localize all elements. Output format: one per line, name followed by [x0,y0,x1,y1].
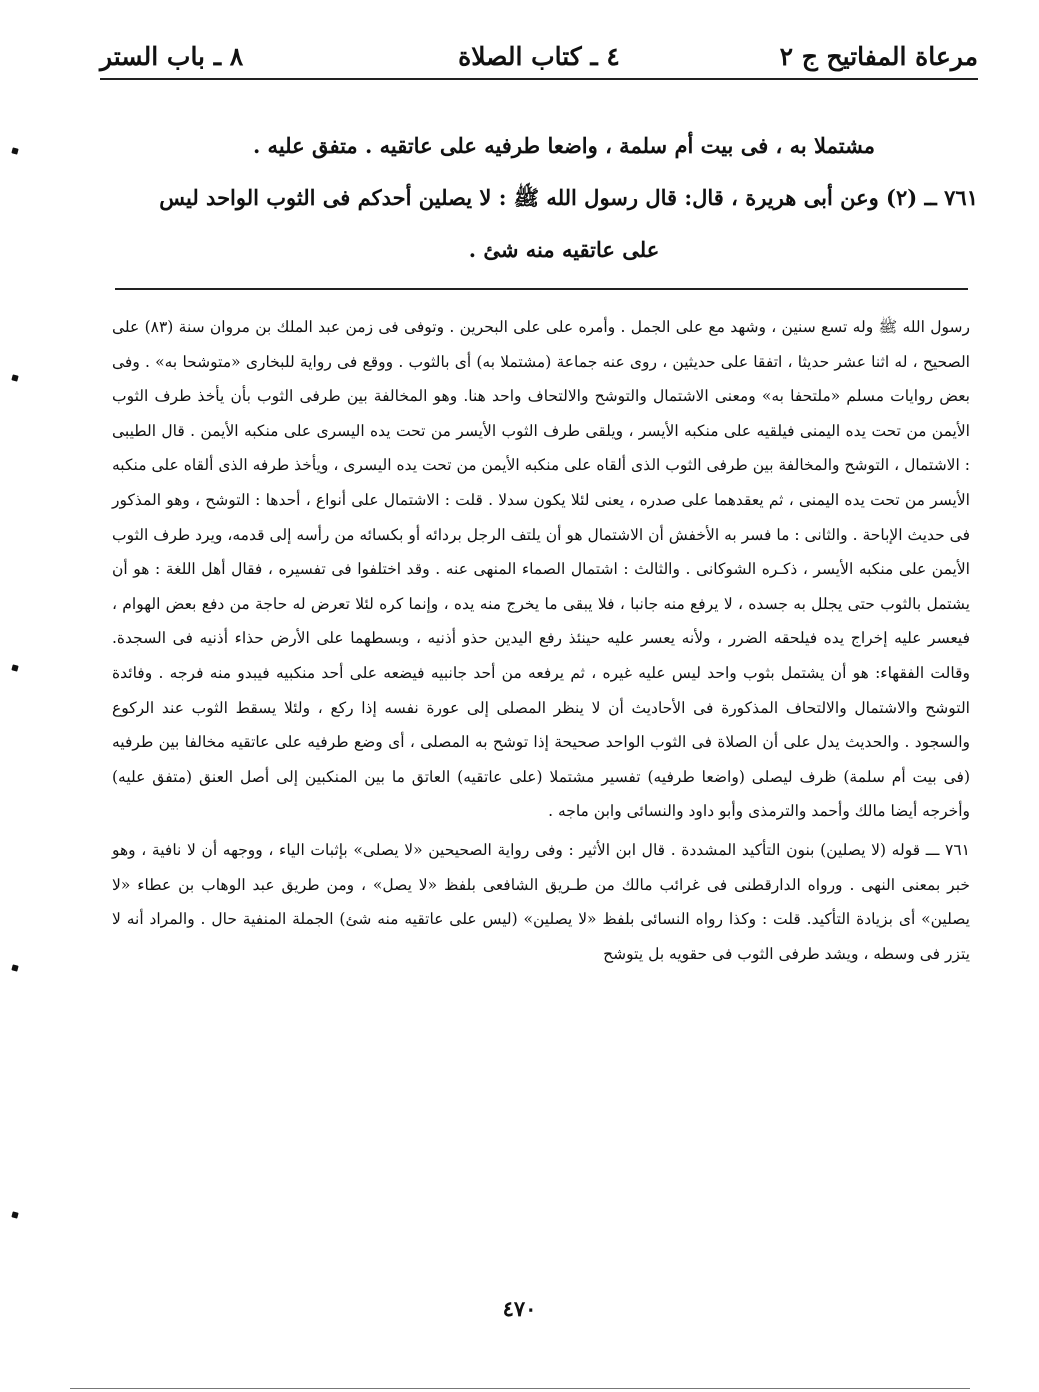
header-book-title: مرعاة المفاتيح ج ٢ [779,42,978,71]
commentary-text [112,310,970,971]
header-rule [100,78,978,80]
commentary-paragraph: رسول الله ﷺ وله تسع سنين ، وشهد مع على الجمل . وأمره على على البحرين . وتوفى فى زمن عبد الملك بن مروان سنة (٨٣) على الصحيح ، له اثنا عشر حديثا ، اتفقا على حديثين ، روى عنه جماعة (مشتملا به) أى بالثوب . ووقع فى رواية للبخارى «متوشحا به» . وفى بعض روايات مسلم «ملتحفا به» ومعنى الاشتمال والتوشح والالتحاف واحد هنا. وهو المخالفة بين طرفى الثوب بأن يأخذ طرف الثوب الأيمن من تحت يده اليمنى فيلقيه على منكبه الأيسر ، ويلقى طرف الثوب الأيسر من تحت يده اليسرى على منكبه الأيمن . قال الطيبى : الاشتمال ، التوشح والمخالفة بين طرفى الثوب الذى ألقاه على منكبه الأيمن من تحت يده اليسرى ، ويأخذ طرفه الذى ألقاه على منكبه الأيسر من تحت يده اليمنى ، ثم يعقدهما على صدره ، يعنى لئلا يكون سدلا . قلت : الاشتمال على أنواع ، أحدها : التوشح ، وهو المذكور فى حديث الإباحة . والثانى : ما فسر به الأخفش أن الاشتمال هو أن يلتف الرجل بردائه أو بكسائه من رأسه إلى قدمه، ويرد طرف الثوب الأيمن على منكبه الأيسر ، ذكـره الشوكانى . والثالث : اشتمال الصماء المنهى عنه . وقد اختلفوا فى تفسيره ، فقال أهل اللغة : هو أن يشتمل بالثوب حتى يجلل به جسده ، لا يرفع منه جانبا ، فلا يبقى ما يخرج منه يده ، وإنما كره لئلا تعرض له حاجة من دفع بعض الهوام ، فيعسر عليه إخراج يده فيلحقه الضرر ، ولأنه يعسر عليه حينئذ رفع اليدين حذو أذنيه ، وبسطهما على الأرض حذاء أذنيه فى السجدة. وقالت الفقهاء: هو أن يشتمل بثوب واحد ليس عليه غيره ، ثم يرفعه من أحد جانبيه فيضعه على أحد منكبيه فيبدو منه فرجه . وفائدة التوشح والاشتمال والالتحاف المذكورة فى الأحاديث أن لا ينظر المصلى إلى عورة نفسه إذا ركع ، ولئلا يسقط الثوب عند الركوع والسجود . والحديث يدل على أن الصلاة فى الثوب الواحد صحيحة إذا توشح به المصلى ، أى وضع طرفيه على عاتقيه مخالفا بين طرفيه (فى بيت أم سلمة) ظرف ليصلى (واضعا طرفيه) تفسير مشتملا (على عاتقيه) العاتق ما بين المنكبين إلى أصل العنق (متفق عليه) وأخرجه أيضا مالك وأحمد والترمذى وأبو داود والنسائى وابن ماجه . [112,318,970,821]
margin-mark [11,664,18,671]
hadith-text [150,120,978,276]
commentary-paragraph: ٧٦١ ـــ قوله (لا يصلين) بنون التأكيد المشددة . قال ابن الأثير : وفى رواية الصحيحين «لا يصلى» بإثبات الياء ، ووجهه أن لا نافية ، وهو خبر بمعنى النهى . ورواه الدارقطنى فى غرائب مالك من طـريق الشافعى بلفظ «لا يصل» ، ومن طريق عبد الوهاب بن عطاء «لا يصلين» أى بزيادة التأكيد. قلت : وكذا رواه النسائى بلفظ «لا يصلين» (ليس على عاتقيه منه شئ) الجملة المنفية حال . والمراد أنه لا يتزر فى وسطه ، ويشد طرفى الثوب فى حقويه بل يتوشح [112,840,970,963]
hadith-line: مشتملا به ، فى بيت أم سلمة ، واضعا طرفيه على عاتقيه . متفق عليه . [252,133,876,158]
page-number: ٤٧٠ [502,1296,537,1321]
header-section-title: ٨ ـ باب الستر [100,42,244,71]
margin-mark [11,964,18,971]
running-header [100,40,978,74]
hadith-line: ٧٦١ ــ (٢) وعن أبى هريرة ، قال: قال رسول الله ﷺ : لا يصلين أحدكم فى الثوب الواحد ليس [159,185,978,210]
margin-mark [11,374,18,381]
header-chapter-title: ٤ ـ كتاب الصلاة [458,42,620,71]
margin-mark [11,1211,18,1218]
section-divider [115,288,968,290]
scan-edge-line [70,1388,970,1389]
margin-mark [11,147,18,154]
hadith-line: على عاتقيه منه شئ . [468,237,660,262]
